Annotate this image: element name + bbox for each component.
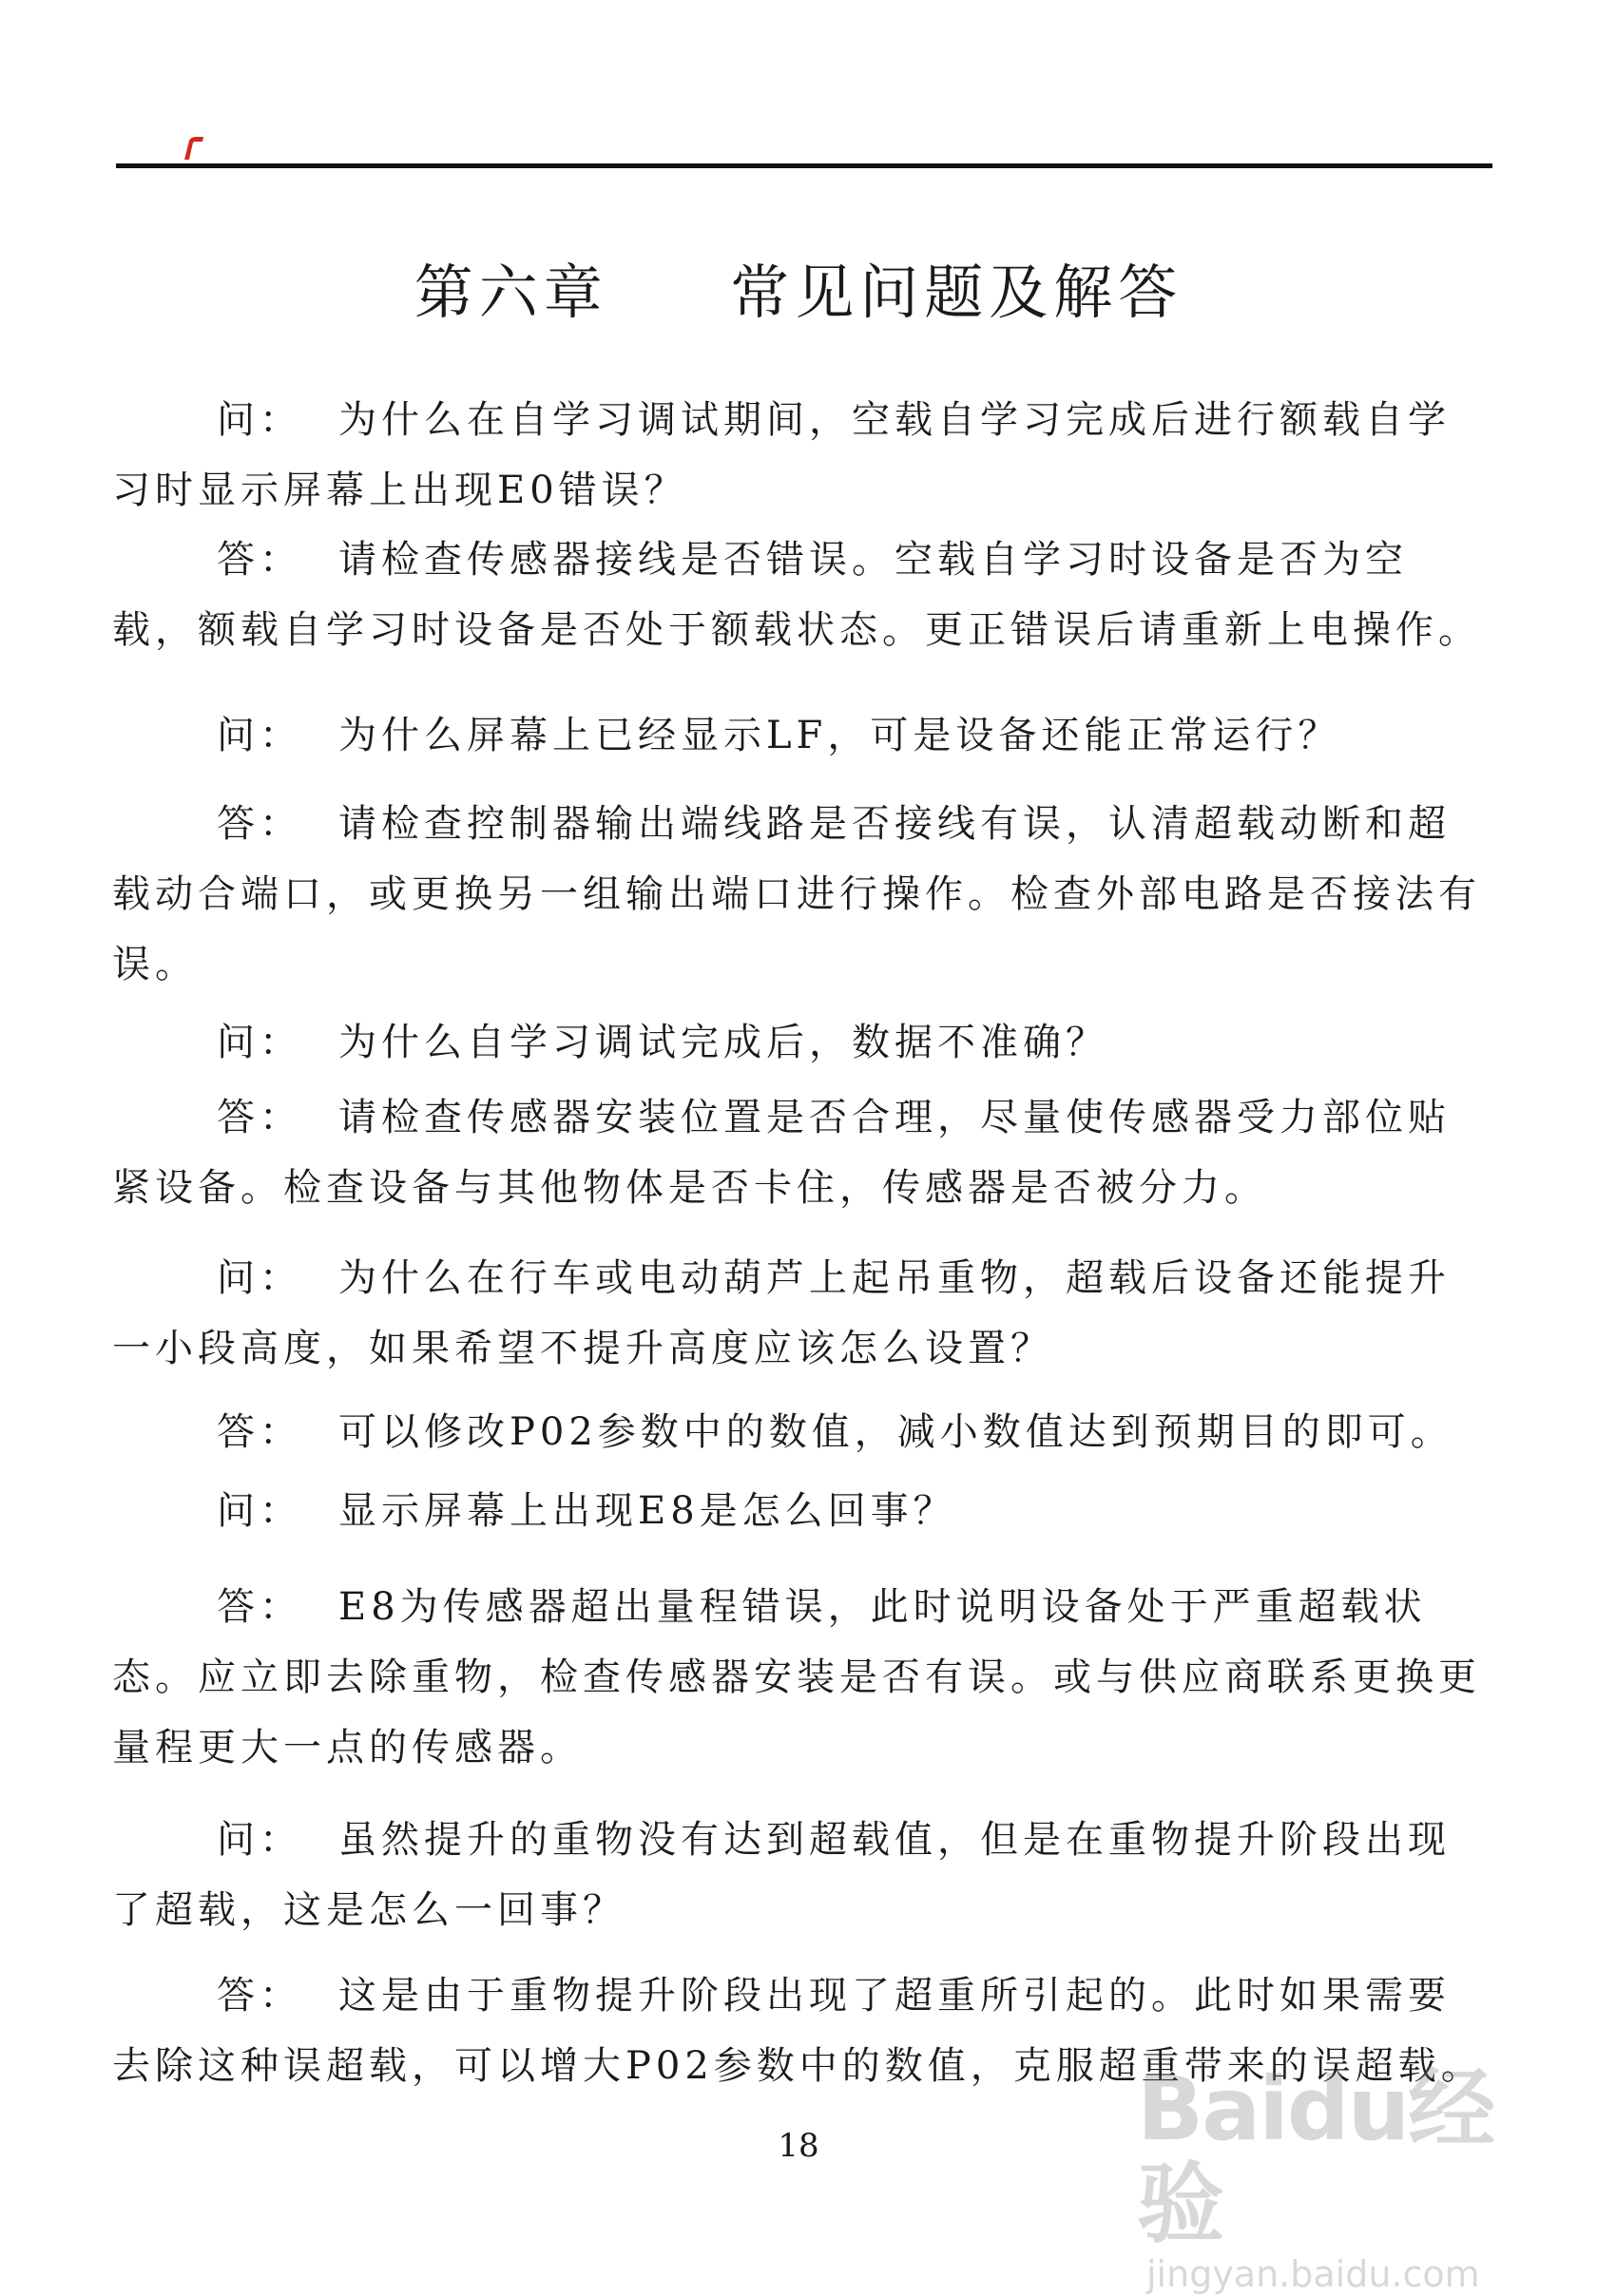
question-label: 问： (217, 1021, 302, 1064)
watermark-url: jingyan.baidu.com (1146, 2253, 1480, 2295)
question-6 (112, 1805, 1491, 1945)
answer-label: 答： (217, 802, 302, 846)
chapter-title: 第六章 常见问题及解答 (414, 258, 1183, 327)
question-1 (112, 385, 1491, 526)
answer-4 (112, 1397, 1491, 1467)
question-text: 为什么自学习调试完成后，数据不准确？ (338, 1021, 1108, 1064)
answer-label: 答： (217, 1410, 302, 1454)
answer-text: 可以修改P02参数中的数值，减小数值达到预期目的即可。 (338, 1410, 1453, 1454)
baidu-watermark (1137, 2058, 1517, 2295)
answer-3 (112, 1082, 1491, 1223)
answer-1 (112, 525, 1491, 665)
question-label: 问： (217, 1489, 302, 1533)
answer-label: 答： (217, 1585, 302, 1629)
question-5 (112, 1476, 1491, 1546)
question-text: 为什么在行车或电动葫芦上起吊重物，超载后设备还能提升一小段高度，如果希望不提升高度应该怎么设置？ (112, 1256, 1451, 1370)
page-number: 18 (778, 2127, 819, 2165)
answer-label: 答： (217, 1974, 302, 2018)
answer-text: 请检查控制器输出端线路是否接线有误，认清超载动断和超载动合端口，或更换另一组输出端口进行操作。检查外部电路是否接法有误。 (112, 802, 1481, 986)
answer-text: 请检查传感器接线是否错误。空载自学习时设备是否为空载，额载自学习时设备是否处于额载状态。更正错误后请重新上电操作。 (112, 538, 1481, 652)
question-text: 为什么屏幕上已经显示LF，可是设备还能正常运行？ (338, 714, 1341, 757)
question-2 (112, 700, 1491, 771)
answer-label: 答： (217, 538, 302, 582)
question-3 (112, 1007, 1491, 1078)
question-label: 问： (217, 398, 302, 442)
answer-2 (112, 789, 1491, 1000)
header-rule (116, 163, 1492, 168)
answer-5 (112, 1572, 1491, 1783)
watermark-brand: Baidu经验 (1137, 2058, 1494, 2255)
answer-text: 请检查传感器安装位置是否合理，尽量使传感器受力部位贴紧设备。检查设备与其他物体是否卡住，传感器是否被分力。 (112, 1096, 1451, 1210)
question-text: 为什么在自学习调试期间，空载自学习完成后进行额载自学习时显示屏幕上出现E0错误？ (112, 398, 1451, 512)
answer-text: E8为传感器超出量程错误，此时说明设备处于严重超载状态。应立即去除重物，检查传感器安装是否有误。或与供应商联系更换更量程更大一点的传感器。 (112, 1585, 1481, 1770)
question-label: 问： (217, 1256, 302, 1300)
question-label: 问： (217, 1818, 302, 1862)
question-label: 问： (217, 714, 302, 757)
question-text: 显示屏幕上出现E8是怎么回事？ (338, 1489, 956, 1533)
question-text: 虽然提升的重物没有达到超载值，但是在重物提升阶段出现了超载，这是怎么一回事？ (112, 1818, 1451, 1932)
logo-icon (181, 135, 205, 160)
answer-label: 答： (217, 1096, 302, 1139)
answer-text: 这是由于重物提升阶段出现了超重所引起的。此时如果需要去除这种误超载，可以增大P02参数中的数值，克服超重带来的误超载。 (112, 1974, 1484, 2088)
question-4 (112, 1243, 1491, 1384)
